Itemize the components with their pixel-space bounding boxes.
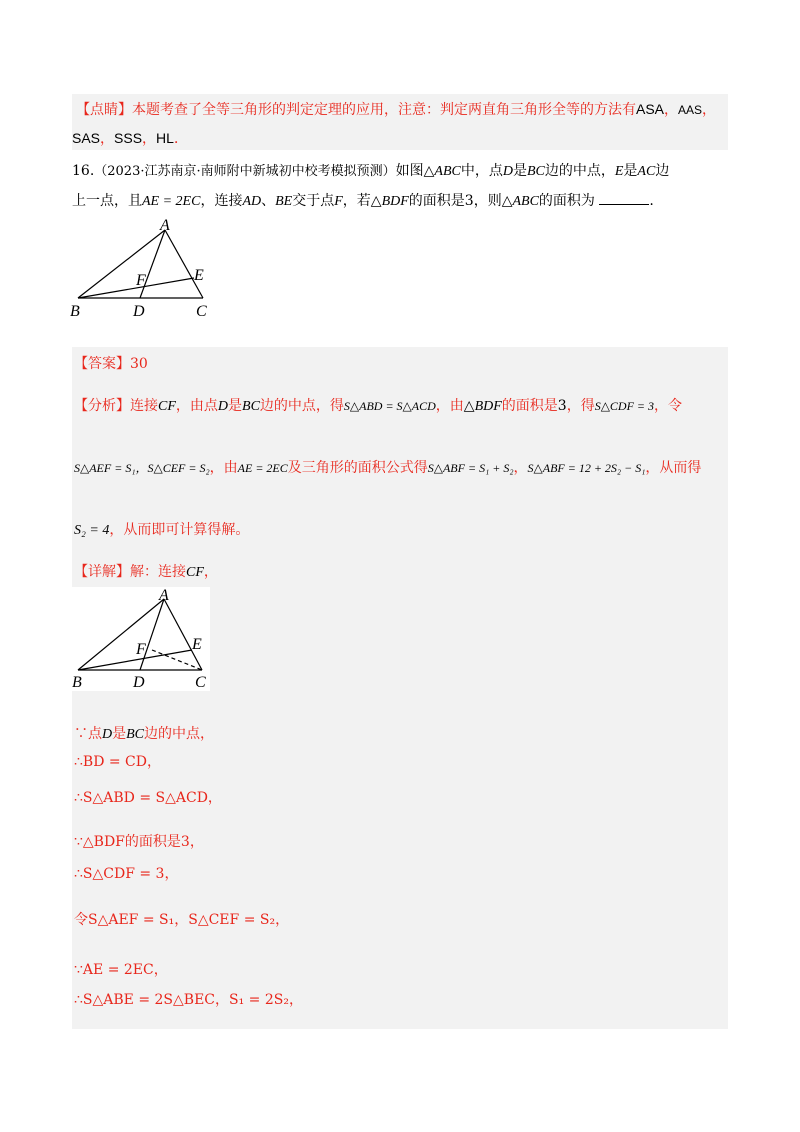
detail-step-7: ∵AE = 2EC， [74, 962, 168, 978]
analysis-line-3: S₂ = 4，从而即可计算得解。 [74, 522, 250, 538]
detail-line-1: 【详解】解：连接CF， [74, 564, 218, 580]
label-a: A [160, 218, 170, 234]
analysis-line-1: 【分析】连接CF，由点D是BC边的中点，得S△ABD = S△ACD，由△BDF的面积是3，得S△CDF = 3，令 [74, 398, 683, 414]
label-d: D [133, 674, 145, 691]
label-a: A [159, 587, 169, 604]
label-b: B [72, 674, 82, 691]
solution-box [72, 347, 728, 1029]
answer-blank [599, 192, 649, 205]
triangle-figure-solution [72, 587, 210, 691]
label-f: F [136, 641, 146, 658]
edge-ab [78, 599, 164, 670]
label-c: C [196, 303, 207, 320]
detail-step-8: ∴S△ABE = 2S△BEC，S₁ = 2S₂， [74, 992, 303, 1008]
detail-step-4: ∵△BDF的面积是3， [74, 834, 204, 850]
detail-step-6: 令S△AEF = S₁，S△CEF = S₂， [74, 912, 290, 928]
detail-step-2: ∴BD = CD， [74, 754, 161, 770]
label-c: C [195, 674, 206, 691]
label-d: D [133, 303, 145, 320]
question-line-2: 上一点，且AE = 2EC，连接AD、BE交于点F，若△BDF的面积是3，则△ABC的面积为 . [72, 193, 654, 209]
edge-ac [165, 230, 203, 298]
segment-be [78, 650, 192, 670]
answer-line: 【答案】30 [74, 356, 148, 372]
tip-box [72, 94, 728, 150]
label-f: F [136, 272, 146, 289]
label-e: E [192, 636, 202, 653]
tip-line-2: SAS，SSS，HL． [72, 130, 188, 147]
detail-step-3: ∴S△ABD = S△ACD， [74, 790, 222, 806]
label-e: E [194, 267, 204, 284]
detail-step-5: ∴S△CDF = 3， [74, 866, 179, 882]
edge-ac [164, 599, 202, 670]
detail-step-1: ∵点D是BC边的中点， [74, 726, 215, 742]
label-b: B [70, 303, 80, 320]
analysis-line-2: S△AEF = S₁，S△CEF = S₂，由AE = 2EC及三角形的面积公式得S△ABF = S₁ + S₂，S△ABF = 12 + 2S₂ − S₁，从而得 [74, 460, 702, 476]
tip-line-1: 【点睛】本题考查了全等三角形的判定定理的应用，注意：判定两直角三角形全等的方法有ASA，AAS， [76, 101, 717, 118]
triangle-figure-question [70, 218, 220, 322]
question-line-1: 16.（2023·江苏南京·南师附中新城初中校考模拟预测）如图△ABC中，点D是BC边的中点，E是AC边 [72, 163, 670, 179]
